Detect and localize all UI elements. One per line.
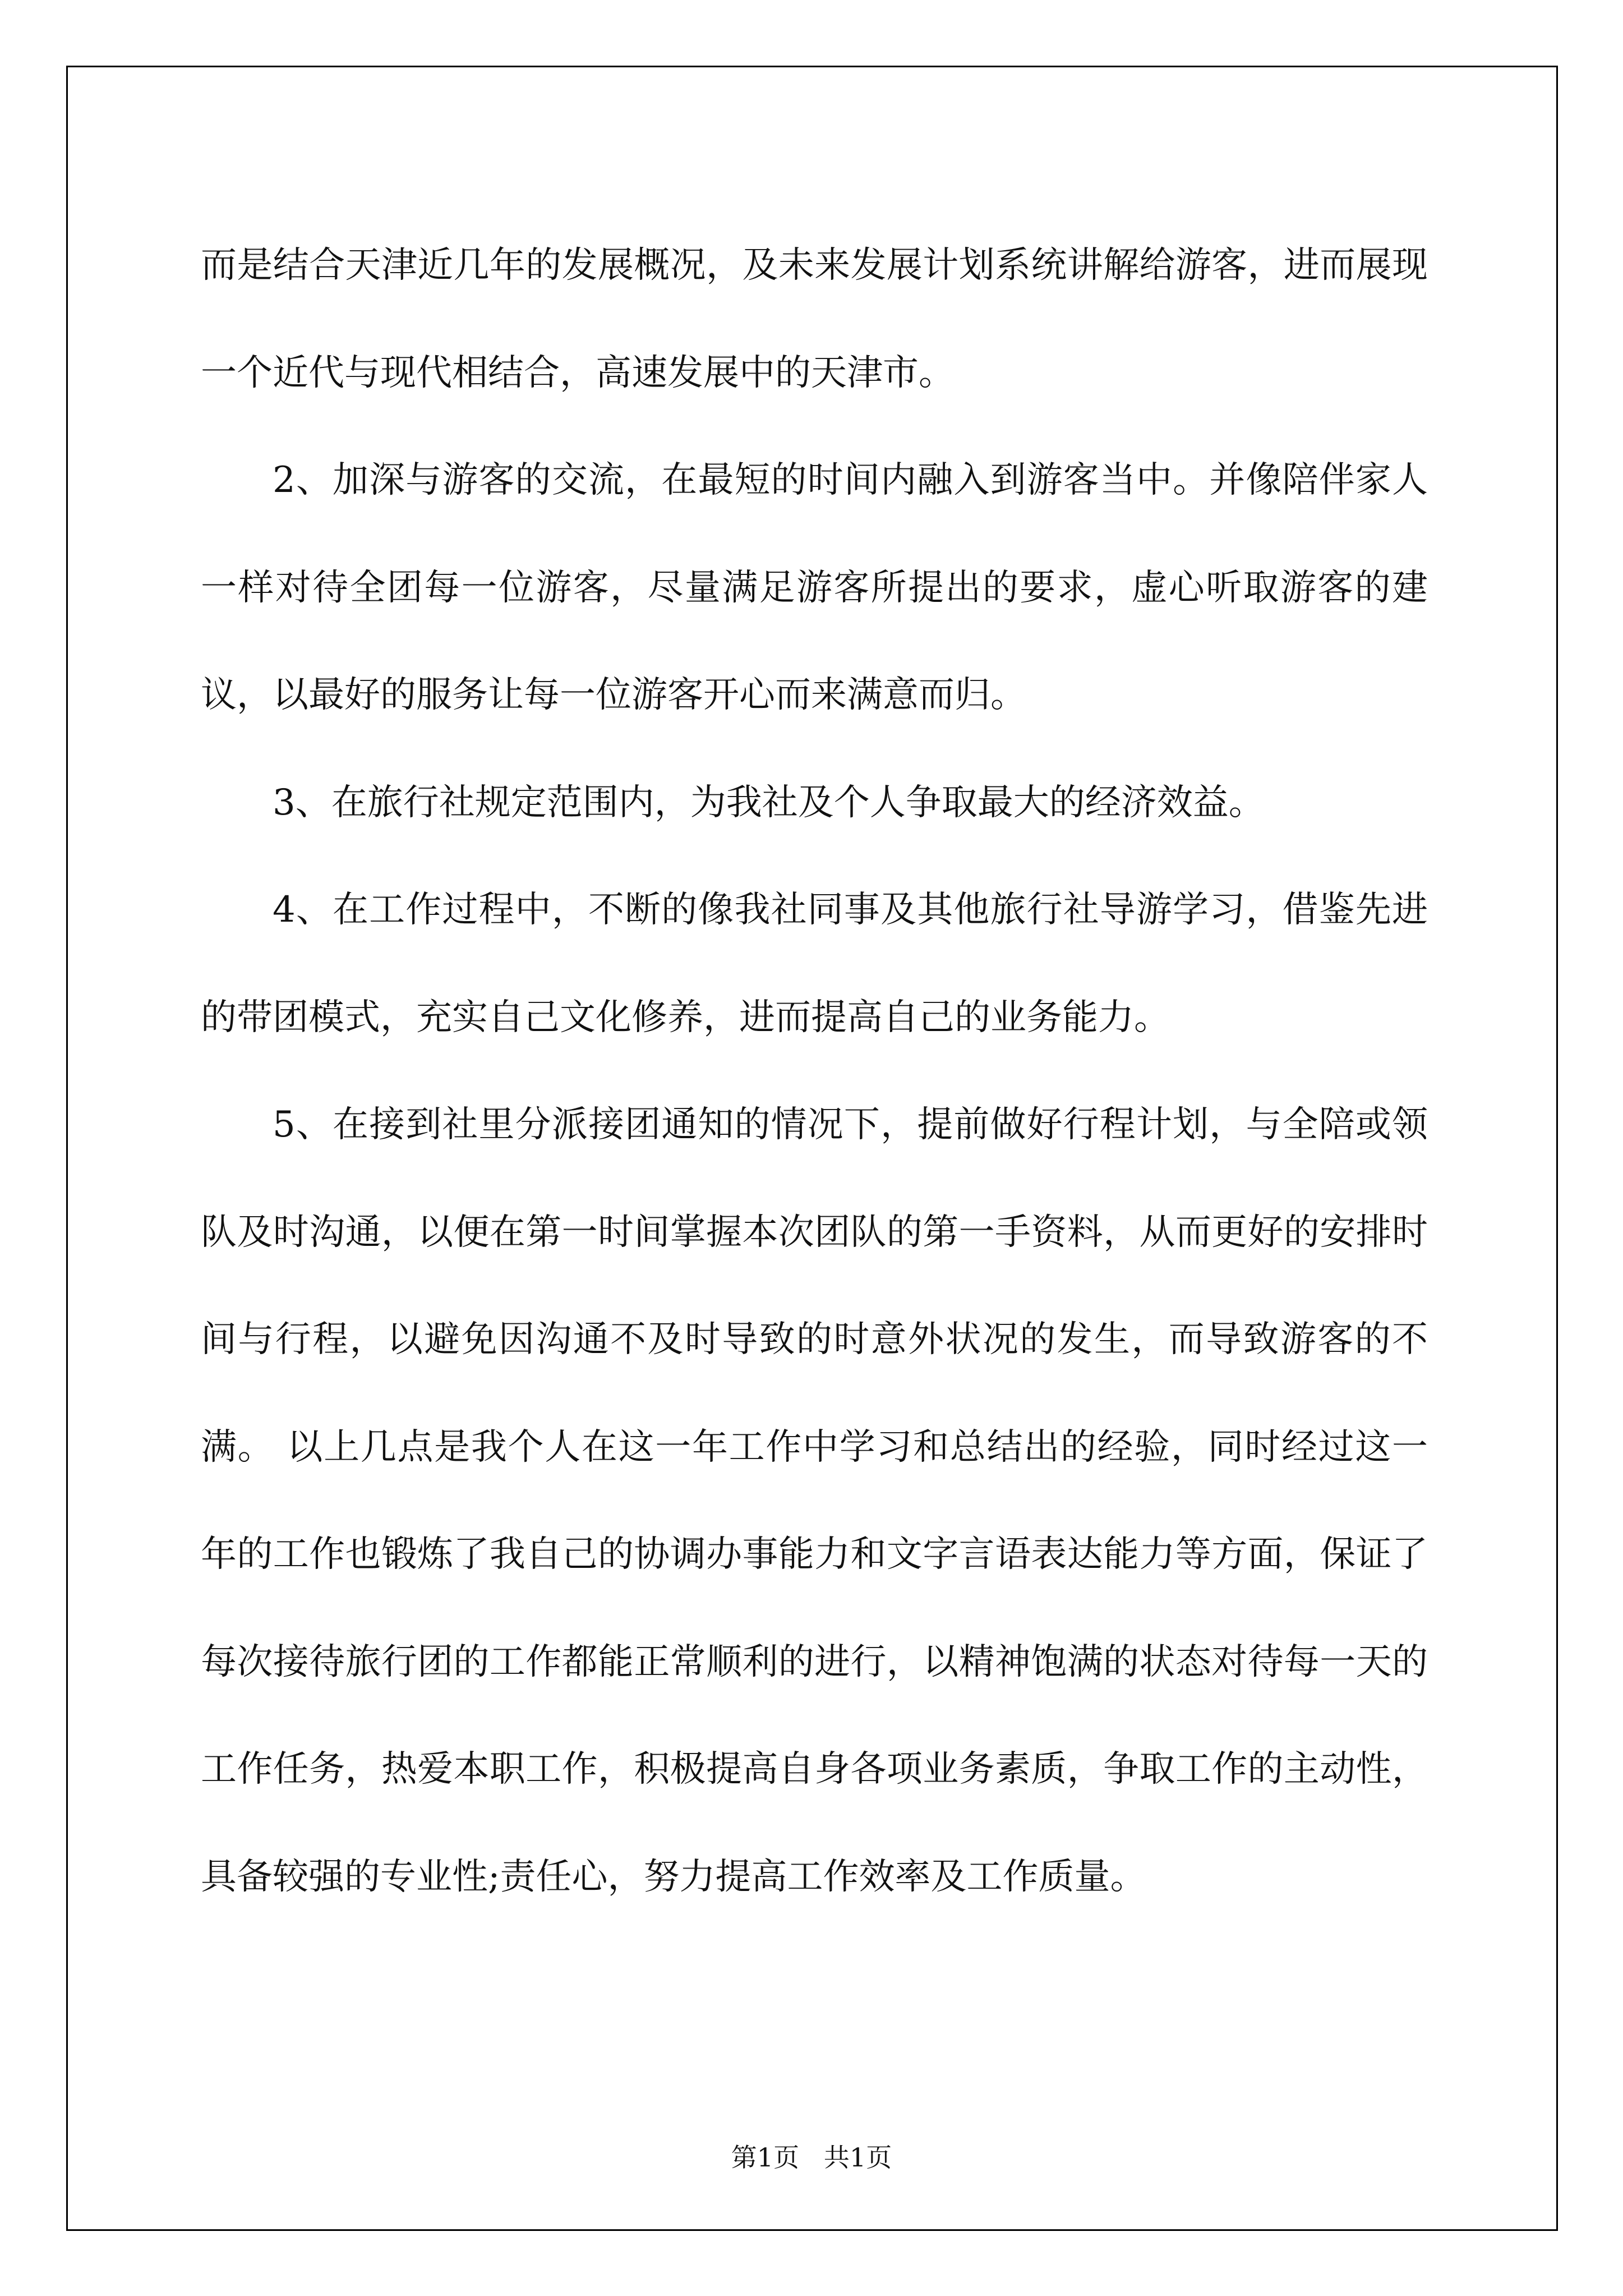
paragraph-item-3: 3、在旅行社规定范围内，为我社及个人争取最大的经济效益。 bbox=[273, 781, 1265, 823]
paragraph-item-2: 2、加深与游客的交流，在最短的时间内融入到游客当中。并像陪伴家人一样对待全团每一位游客，尽量满足游客所提出的要求，虚心听取游客的建议，以最好的服务让每一位游客开心而来满意而归。 bbox=[201, 459, 1428, 716]
paragraph-item-5: 5、在接到社里分派接团通知的情况下，提前做好行程计划，与全陪或领队及时沟通，以便在第一时间掌握本次团队的第一手资料，从而更好的安排时间与行程，以避免因沟通不及时导致的时意外状况的发生，而导致游客的不满。 以上几点是我个人在这一年工作中学习和总结出的经验，同时经过这一年的工作也锻炼了我自己的协调办事能力和文字言语表达能力等方面，保证了每次接待旅行团的工作都能正常顺利的进行，以精神饱满的状态对待每一天的工作任务，热爱本职工作，积极提高自身各项业务素质，争取工作的主动性，具备较强的专业性;责任心，努力提高工作效率及工作质量。 bbox=[201, 1104, 1428, 1898]
paragraph-continued: 而是结合天津近几年的发展概况，及未来发展计划系统讲解给游客，进而展现一个近代与现代相结合，高速发展中的天津市。 bbox=[201, 245, 1428, 394]
document-body bbox=[201, 212, 1428, 1931]
page-number-footer: 第1页 共1页 bbox=[731, 2142, 892, 2173]
paragraph-item-4: 4、在工作过程中，不断的像我社同事及其他旅行社导游学习，借鉴先进的带团模式，充实自己文化修养，进而提高自己的业务能力。 bbox=[201, 889, 1428, 1038]
